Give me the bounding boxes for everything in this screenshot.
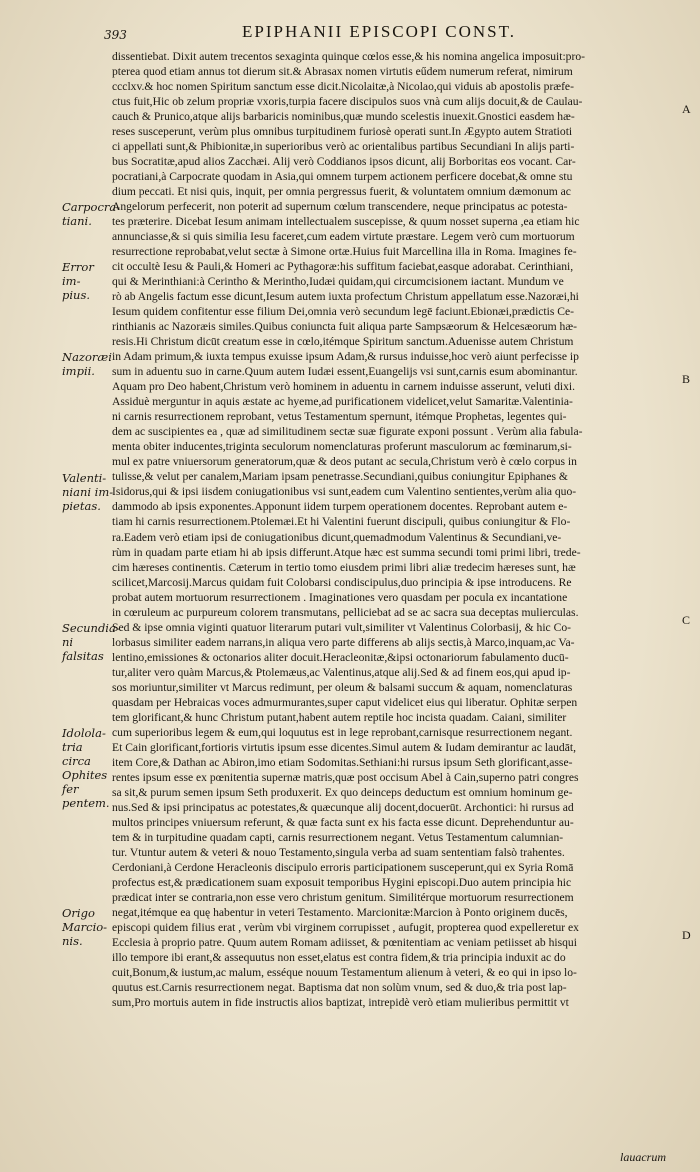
margin-note-secundiani-falsitas: Secundia- ni falsitas bbox=[62, 620, 120, 663]
text-line: ctus fuit,Hic ob zelum propriæ vxoris,turpia facere discipulos suos vnà cum alijs docuit,& de Caulau- bbox=[112, 95, 583, 109]
text-line: ccclxv.& hoc nomen Spiritum sanctum esse dicit.Nicolaitæ,à Nicolao,qui viduis ab apostolis præfe- bbox=[112, 80, 574, 94]
main-text bbox=[112, 49, 680, 1010]
text-line: in cœruleum ac purpureum colorem transmutans, pelliciebat ad se ac sacra sua deceptas mulierculas. bbox=[112, 605, 579, 619]
section-marker-b: B bbox=[682, 372, 691, 387]
text-line: menta obiter inducentes,triginta seculorum nomenclaturas proferunt masculorum ac fœminarum,si- bbox=[112, 440, 572, 454]
text-line: illo tempore ibi erant,& assequutus non esset,elatus est contra fidem,& tria principia induxit ac do bbox=[112, 950, 566, 964]
text-line: scilicet,Marcosij.Marcus quidam fuit Colobarsi condiscipulus,duo principia & ipse introducens. Re bbox=[112, 575, 572, 589]
text-line: tes præterire. Dicebat Iesum animam intellectualem suscepisse, & quum nosset superna ,ea etiam hic bbox=[112, 215, 580, 229]
text-line: pterea quod etiam annus tot dierum sit.& Abrasax nomen virtutis eűdem numerum referat, nimirum bbox=[112, 65, 573, 79]
text-line: lorbasus similiter eadem narrans,in aliqua vero parte differens ab alijs sectis,à Marco,inquam,ac Va- bbox=[112, 635, 575, 649]
margin-note-valentiniani-impietas: Valenti- niani im- pietas. bbox=[62, 470, 114, 513]
text-line: tur,aliter vero quàm Marcus,& Ptolemæus,ac Valentinus,atque alij.Sed & ad finem eos,qui apud ip- bbox=[112, 665, 571, 679]
text-line: annunciasse,& si quis similia Iesu faceret,cum eadem virtute præstare. Legem verò cum mortuorum bbox=[112, 230, 575, 244]
text-line: tem & in turpitudine quadam capti, carnis resurrectionem negant. Vetus Testamentum calumnian- bbox=[112, 830, 564, 844]
text-line: cim hæreses continentis. Cæterum in tertio tomo eiusdem primi libri aliæ tredecim hæreses sunt, hæ bbox=[112, 560, 576, 574]
text-line: reses susceperunt, verùm plus omnibus turpitudinem furiosè operati sunt.In Ægypto autem Stratioti bbox=[112, 125, 573, 139]
text-line: rùm in quadam parte etiam hi ab ipsis differunt.Atque hæc est summa secundi tomi primi libri, trede- bbox=[112, 545, 581, 559]
text-line: tur. Vtuntur autem & veteri & nouo Testamento,singula verba ad suam sententiam falsò trahentes. bbox=[112, 845, 565, 859]
text-line: ni carnis resurrectionem reprobant, vetus Testamentum spernunt, itémque Prophetas, legentes qui- bbox=[112, 410, 567, 424]
text-line: Sed & ipse omnia viginti quatuor literarum putari vult,similiter vt Valentinus Colorbasij, & hic Co- bbox=[112, 620, 571, 634]
text-line: Angelorum perfecerit, non poterit ad supernum cœlum transcendere, neque principatus ac potesta- bbox=[112, 200, 568, 214]
text-line: cit occultè Iesu & Pauli,& Homeri ac Pythagoræ:his suffitum faciebat,easque adorabat. Cerinthiani, bbox=[112, 260, 574, 274]
text-line: sum,Pro mortuis autem in fide instructis alios baptizat, intrepidè verò etiam mulieribus permittit vt bbox=[112, 995, 569, 1009]
text-line: ra.Eadem verò etiam ipsi de coniugationibus dicunt,quemadmodum Valentinus & Secundiani,ve- bbox=[112, 530, 562, 544]
text-line: dium peccati. Et nisi quis, inquit, per omnia pergressus fuerit, & voluntatem omnium dæmonum ac bbox=[112, 185, 571, 199]
text-line: mul ex patre vniuersorum generatorum,quæ & deos putant ac secula,Christum verò è cœlo corpus in bbox=[112, 455, 577, 469]
margin-note-idololatria-circa-ophites: Idolola- tria circa Ophites fer pentem. bbox=[62, 725, 110, 810]
text-line: nus.Sed & ipsi principatus ac potestates,& quæcunque alij docent,docuerūt. Archontici: hi rursus ad bbox=[112, 800, 574, 814]
text-line: rinthianis ac Nazoræis similes.Quibus coniuncta fuit aliqua parte Sampsæorum & Helcesæorum hæ- bbox=[112, 320, 577, 334]
text-line: multos principes vniuersum referunt, & quæ facta sunt ex his facta esse dicunt. Deprehenduntur au- bbox=[112, 815, 574, 829]
text-line: Et Cain glorificant,fortioris virtutis ipsum esse dicentes.Simul autem & Iudam demirantur ac laudāt, bbox=[112, 740, 576, 754]
text-line: qui & Merinthiani:à Cerintho & Merintho,Iudæi quidam,qui circumcisionem iactant. Mundum ve bbox=[112, 275, 564, 289]
text-line: negat,itémque ea quę habentur in veteri Testamento. Marcionitæ:Marcion à Ponto originem ducēs, bbox=[112, 905, 568, 919]
text-line: sa sit,& purum semen ipsum Seth produxerit. Ex quo deinceps deductum est omnium hominum ge- bbox=[112, 785, 573, 799]
text-line: cuit,Bonum,& iustum,ac malum, esséque nouum Testamentum alienum à veteri, & eo qui in ipso lo- bbox=[112, 965, 577, 979]
running-title: EPIPHANII EPISCOPI CONST. bbox=[242, 22, 517, 41]
margin-note-carpocratiani: Carpocra- tiani. bbox=[62, 200, 121, 229]
text-line: quasdam per Hebraicas voces admurmurantes,super caput videlicet eius qui liberatur. Ophitæ serpen bbox=[112, 695, 578, 709]
text-line: tulisse,& velut per canalem,Mariam ipsam penetrasse.Secundiani,quibus coniungitur Epiphanes & bbox=[112, 470, 568, 484]
text-line: cum superioribus legem & eum,qui loquutus est in lege reprobant,carnisque resurrectionem negant. bbox=[112, 725, 573, 739]
text-line: Isidorus,qui & ipsi iisdem coniugationibus vsi sunt,eadem cum Valentino sentientes,verùm alia quo- bbox=[112, 485, 577, 499]
text-line: Assiduè merguntur in aquis æstate ac hyeme,ad purificationem videlicet,velut Samaritæ.Valentinia- bbox=[112, 395, 573, 409]
text-line: dammodo ab ipsis exponentes.Apponunt iidem turpem operationem docentes. Reprobant autem e- bbox=[112, 500, 568, 514]
page-number: 393 bbox=[104, 28, 127, 42]
text-line: sos moriuntur,similiter vt Marcus redimunt, per oleum & balsami succum & aquam, nomenclaturas bbox=[112, 680, 573, 694]
text-line: Aquam pro Deo habent,Christum verò hominem in aduentu in carnem induisse asserunt, veluti dixi. bbox=[112, 380, 576, 394]
text-line: Iesum quidem confitentur esse filium Dei,omnia verò secundum legē faciunt.Ebionæi,prædictis Ce- bbox=[112, 305, 575, 319]
section-marker-c: C bbox=[682, 612, 691, 627]
text-line: dem ac suscipientes ea , quæ ad similitudinem sectæ suæ figurate exponi possunt . Verùm alia fabula- bbox=[112, 425, 583, 439]
catchword: lauacrum bbox=[620, 1150, 666, 1164]
section-marker-d: D bbox=[682, 928, 691, 943]
text-line: ci appellati sunt,& Phibionitæ,in superioribus verò ac orientalibus partibus Secundiani In alijs parti- bbox=[112, 140, 575, 154]
text-line: cauch & Prunico,atque alijs barbaricis nominibus,quæ mundo scelestis inuexit.Gnostici easdem hæ- bbox=[112, 110, 575, 124]
text-line: sum in aduentu suo in carne.Quum autem Iudæi essent,Euangelijs vsi sunt,carnis esum abominantur. bbox=[112, 365, 578, 379]
text-line: profectus est,& prædicationem suam exposuit temporibus Hygini episcopi.Duo autem principia hic bbox=[112, 875, 572, 889]
text-line: rentes ipsum esse ex pœnitentia supernæ matris,quæ post occisum Abel à Cain,superno patri congres bbox=[112, 770, 579, 784]
section-marker-a: A bbox=[682, 102, 691, 117]
page-header bbox=[104, 22, 680, 44]
text-line: prædicat inter se contraria,non esse vero christum genitum. Similitérque mortuorum resurrectionem bbox=[112, 890, 574, 904]
text-line: tiam hi carnis resurrectionem.Ptolemæi.Et hi Valentini fuerunt discipuli, quibus coniungitur & Flo- bbox=[112, 515, 571, 529]
text-line: dissentiebat. Dixit autem trecentos sexaginta quinque cœlos esse,& his nomina angelica imposuit:pro- bbox=[112, 50, 585, 63]
text-line: lentino,emissiones & octonarios aliter docuit.Heracleonitæ,&ipsi octonariorum fabulamento ducū- bbox=[112, 650, 569, 664]
margin-note-error-impius: Error im- pius. bbox=[62, 260, 94, 303]
text-line: pocratiani,à Carpocrate quodam in Asia,qui omnem turpem actionem perficere docebat,& omne stu bbox=[112, 170, 573, 184]
text-line: in Adam primum,& iuxta tempus exuisse ipsum Adam,& rursus induisse,hoc verò aiunt perfecisse ip bbox=[112, 350, 579, 364]
text-line: Cerdoniani,à Cerdone Heracleonis discipulo erroris participationem susceperunt,qui ex Syria Romā bbox=[112, 860, 574, 874]
text-line: rò ab Angelis factum esse dicunt,Iesum autem iuxta profectum Christum appellatum esse.Nazoræi,hi bbox=[112, 290, 579, 304]
margin-note-nazoraei-impii: Nazoræi impii. bbox=[62, 350, 112, 379]
margin-note-origo-marcionis: Origo Marcio- nis. bbox=[62, 906, 108, 949]
text-line: tem glorificant,& hunc Christum putant,habent autem reptile hoc incista quadam. Caiani, similiter bbox=[112, 710, 567, 724]
text-line: item Core,& Dathan ac Abiron,imo etiam Sodomitas.Sethiani:hi rursus ipsum Seth glorificant,asse- bbox=[112, 755, 573, 769]
text-line: resurrectione reprobabat,velut sectæ à Simone ortæ.Huius fuit Marcellina illa in Roma. Imagines fe- bbox=[112, 245, 577, 259]
text-line: episcopi quidem filius erat , verùm vbi virginem corrupisset , aufugit, propterea quod expelleretur ex bbox=[112, 920, 579, 934]
text-line: bus Socratitæ,apud alios Zacchæi. Alij verò Coddianos ipsos dicunt, alij Borboritas eos vocant. Car- bbox=[112, 155, 576, 169]
text-line: quutus est.Carnis resurrectionem negat. Baptisma dat non solùm vnum, sed & duo,& tria post lap- bbox=[112, 980, 567, 994]
text-line: Ecclesia à proprio patre. Quum autem Romam adiisset, & pœnitentiam ac veniam petiisset ab hisqui bbox=[112, 935, 577, 949]
text-line: resis.Hi Christum dicūt creatum esse in cœlo,itémque Spiritum sanctum.Aduenisse autem Christum bbox=[112, 335, 574, 349]
text-line: probat autem mortuorum resurrectionem . Imaginationes vero quasdam per pocula ex incantatione bbox=[112, 590, 568, 604]
